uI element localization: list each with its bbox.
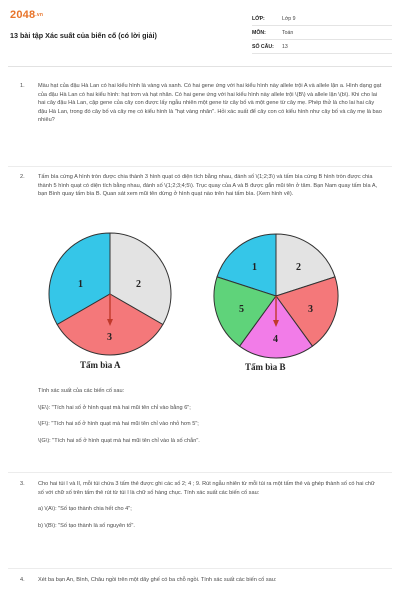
question-2: 2. Tấm bìa cứng A hình tròn được chia thành 3 hình quạt có diện tích bằng nhau, đánh số \(1;2;3\) và tấm bìa cứng B hình tròn được chia thành 5 hình quạt có diện tích bằng nhau, đánh số \(1;2;3;4;5\). Trục quay của A và B được gắn mũi tên ở tâm. Bạn Nam quay tấm bìa A, bạn Bình quay tấm bìa B. Quan sát xem mũi tên dừng ở hình quạt nào trên hai tấm bìa. (Xem hình vẽ). (22, 173, 382, 199)
question-separator (8, 568, 392, 569)
events-prompt: Tính xác suất của các biến cố sau: (38, 388, 125, 394)
question-text: Xét ba bạn An, Bình, Châu ngồi trên một dãy ghế có ba chỗ ngồi. Tính xác suất các biến cố sau: (38, 577, 277, 583)
label-a-3: 3 (107, 332, 112, 343)
event-b: b) \(B\): "Số tạo thành là số nguyên tố". (38, 522, 135, 529)
question-separator (8, 472, 392, 473)
label-a-2: 2 (136, 279, 141, 290)
meta-row-class: LỚP: Lớp 9 (252, 12, 392, 26)
question-separator (8, 166, 392, 167)
question-text: Màu hạt của đậu Hà Lan có hai kiểu hình là vàng và xanh. Có hai gene ứng với hai kiểu hình này allele trội A và allele lặn a. Hình dạng gạt của đậu Hà Lan có hai kiểu hình: hạt trơn và hạt nhăn. Có hai gene ứng với hai kiểu hình này allele trội \(B\) và allele lặn \(b\). Khi cho lai hai cây đậu Hà Lan, cặp gene của cây con được lấy ngẫu nhiên một gene từ cây bố và một gene từ cây mẹ. Phép thử là cho lai hai cây đậu Hà Lan, trong đó cây bố và cây mẹ có kiểu hình là "hạt vàng nhăn". Hỏi xác suất để cây con có kiểu hình như cây bố và cây mẹ là bao nhiêu? (38, 83, 382, 124)
label-b-1: 1 (252, 262, 257, 273)
caption-spinner-a: Tấm bìa A (80, 360, 121, 370)
meta-table (252, 12, 392, 54)
event-g: \(G\): "Tích hai số ở hình quạt mà hai mũi tên chỉ vào là số chẵn". (38, 437, 200, 444)
question-2-events (22, 387, 382, 445)
spinner-figures (40, 230, 360, 380)
event-a: a) \(A\): "Số tạo thành chia hết cho 4"; (38, 506, 132, 513)
header (0, 0, 400, 70)
site-logo[interactable]: 2048.vn (10, 9, 44, 21)
spinner-b (214, 234, 338, 358)
header-divider (8, 66, 392, 67)
event-e: \(E\): "Tích hai số ở hình quạt mà hai mũi tên chỉ vào bằng 6"; (38, 404, 191, 411)
question-text: Tấm bìa cứng A hình tròn được chia thành 3 hình quạt có diện tích bằng nhau, đánh số \(1;2;3\) và tấm bìa cứng B hình tròn được chia thành 5 hình quạt có diện tích bằng nhau, đánh số \(1;2;3;4;5\). Trục quay của A và B được gắn mũi tên ở tâm. Bạn Nam quay tấm bìa A, bạn Bình quay tấm bìa B. Quan sát xem mũi tên dừng ở hình quạt nào trên hai tấm bìa. (Xem hình vẽ). (38, 174, 378, 198)
question-1: 1. Màu hạt của đậu Hà Lan có hai kiểu hình là vàng và xanh. Có hai gene ứng với hai kiểu hình này allele trội A và allele lặn a. Hình dạng gạt của đậu Hà Lan có hai kiểu hình: hạt trơn và hạt nhăn. Có hai gene ứng với hai kiểu hình này allele trội \(B\) và allele lặn \(b\). Khi cho lai hai cây đậu Hà Lan, cặp gene của cây con được lấy ngẫu nhiên một gene từ cây bố và một gene từ cây mẹ. Phép thử là cho lai hai cây đậu Hà Lan, trong đó cây bố và cây mẹ có kiểu hình là "hạt vàng nhăn". Hỏi xác suất để cây con có kiểu hình như cây bố và cây mẹ là bao nhiêu? (20, 83, 382, 124)
label-b-3: 3 (308, 304, 313, 315)
label-b-2: 2 (296, 262, 301, 273)
event-f: \(F\): "Tích hai số ở hình quạt mà hai mũi tên chỉ vào nhỏ hơn 5"; (38, 421, 199, 428)
question-text: Cho hai túi I và II, mỗi túi chứa 3 tấm thẻ được ghi các số 2; 4 ; 9. Rút ngẫu nhiên từ mỗi túi ra một tấm thẻ và ghép thành số có hai chữ số với chữ số trên tấm thẻ rút từ túi I là chữ số hàng chục. Tính xác suất các biến cố sau: (38, 481, 375, 496)
caption-spinner-b: Tấm bìa B (245, 362, 286, 372)
question-4: 4. Xét ba bạn An, Bình, Châu ngồi trên một dãy ghế có ba chỗ ngồi. Tính xác suất các biến cố sau: (22, 576, 382, 585)
document-title: 13 bài tập Xác suất của biến cố (có lời giải) (10, 31, 157, 40)
meta-row-subject: MÔN: Toán (252, 26, 392, 40)
spinner-a (49, 233, 171, 355)
spinners-svg (40, 230, 360, 380)
label-b-4: 4 (273, 334, 278, 345)
label-b-5: 5 (239, 304, 244, 315)
question-3: 3. Cho hai túi I và II, mỗi túi chứa 3 tấm thẻ được ghi các số 2; 4 ; 9. Rút ngẫu nhiên từ mỗi túi ra một tấm thẻ và ghép thành số có hai chữ số với chữ số trên tấm thẻ rút từ túi I là chữ số hàng chục. Tính xác suất các biến cố sau: a) \(A\): "Số tạo thành chia hết cho 4"; b) \(B\): "Số tạo thành là số nguyên tố". (22, 480, 382, 530)
meta-row-count: SỐ CÂU: 13 (252, 40, 392, 54)
label-a-1: 1 (78, 279, 83, 290)
